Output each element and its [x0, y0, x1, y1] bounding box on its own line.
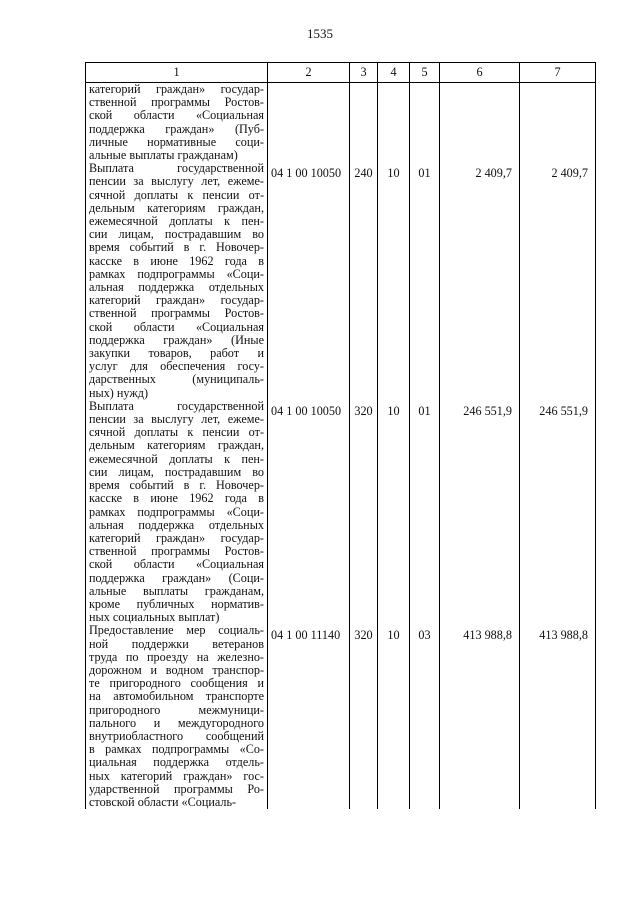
description-line: услуг для обеспечения госу- [89, 359, 264, 374]
description-line: на автомобильном транспорте [89, 689, 264, 704]
expense-type-code: 240 [350, 162, 378, 400]
amount-column-7: 413 988,8 [520, 624, 596, 809]
section-code [378, 83, 410, 163]
expense-type-code: 320 [350, 400, 378, 624]
amount-column-6: 2 409,7 [440, 162, 520, 400]
description-line: поддержка граждан» (Иные [89, 332, 264, 347]
description-line: внутриобластного сообщений [89, 728, 264, 743]
table-row [86, 83, 596, 163]
description-line: личные нормативные соци- [89, 134, 264, 149]
description-line: ных категорий граждан» гос- [89, 768, 264, 783]
description-line: пенсии за выслугу лет, ежеме- [89, 174, 264, 189]
description-line: стовской области «Социаль- [89, 794, 237, 809]
description-line: сячной доплаты к пенсии от- [89, 425, 264, 440]
description-line: поддержка граждан» (Соци- [89, 570, 264, 585]
description-line: категорий граждан» государ- [89, 530, 264, 545]
row-description [86, 162, 268, 400]
description-line: поддержка граждан» (Пуб- [89, 121, 264, 136]
section-code: 10 [378, 162, 410, 400]
table-row [86, 400, 596, 624]
description-line: ной поддержки ветеранов [89, 636, 264, 651]
description-line: труда по проезду на железно- [89, 649, 264, 664]
description-line: дельным категориям граждан, [89, 438, 264, 453]
section-code: 10 [378, 624, 410, 809]
description-line: время событий в г. Новочер- [89, 240, 264, 255]
description-line: те пригородного сообщения и [89, 676, 264, 691]
description-line: сии лицам, пострадавшим во [89, 227, 264, 242]
expense-type-code: 320 [350, 624, 378, 809]
header-row [86, 63, 596, 83]
description-line: рамках подпрограммы «Соци- [89, 266, 264, 281]
description-line: дарственных (муниципаль- [89, 372, 264, 387]
row-description [86, 400, 268, 624]
amount-column-6 [440, 83, 520, 163]
target-article-code: 04 1 00 10050 [268, 162, 350, 400]
description-line: ственной программы Ростов- [89, 544, 264, 559]
amount-column-7: 246 551,9 [520, 400, 596, 624]
description-line: касске в июне 1962 года в [89, 491, 264, 506]
description-line: ской области «Социальная [89, 557, 264, 572]
target-article-code [268, 83, 350, 163]
description-line: ежемесячной доплаты к пен- [89, 451, 264, 466]
description-line: пенсии за выслугу лет, ежеме- [89, 412, 264, 427]
description-line: альная поддержка отдельных [89, 280, 264, 295]
column-header-7: 7 [520, 63, 596, 83]
subsection-code [410, 83, 440, 163]
description-line: дельным категориям граждан, [89, 200, 264, 215]
subsection-code: 01 [410, 162, 440, 400]
target-article-code: 04 1 00 11140 [268, 624, 350, 809]
description-line: пригородного межмуници- [89, 702, 264, 717]
page-number: 1535 [307, 26, 333, 41]
description-line: альные выплаты гражданам) [89, 148, 238, 163]
description-line: кроме публичных норматив- [89, 596, 264, 611]
description-line: в рамках подпрограммы «Со- [89, 742, 264, 757]
description-line: категорий граждан» государ- [89, 82, 264, 96]
description-line: сячной доплаты к пенсии от- [89, 187, 264, 202]
description-line: пального и междугородного [89, 715, 264, 730]
row-description [86, 624, 268, 809]
subsection-code: 03 [410, 624, 440, 809]
description-line: циальная поддержка отдель- [89, 755, 264, 770]
column-header-3: 3 [350, 63, 378, 83]
description-line: ской области «Социальная [89, 108, 264, 123]
amount-column-6: 413 988,8 [440, 624, 520, 809]
description-line: ской области «Социальная [89, 319, 264, 334]
description-line: ных) нужд) [89, 385, 149, 400]
description-line: закупки товаров, работ и [89, 346, 264, 361]
description-line: время событий в г. Новочер- [89, 478, 264, 493]
description-line: категорий граждан» государ- [89, 293, 264, 308]
description-line: дорожном и водном транспор- [89, 662, 264, 677]
description-line: ственной программы Ростов- [89, 95, 264, 110]
description-line: альные выплаты гражданам, [89, 583, 264, 598]
description-line: ных социальных выплат) [89, 610, 220, 625]
description-line: Выплата государственной [89, 398, 264, 413]
description-line: ударственной программы Ро- [89, 781, 264, 796]
expense-type-code [350, 83, 378, 163]
column-header-5: 5 [410, 63, 440, 83]
row-description [86, 83, 268, 163]
column-header-4: 4 [378, 63, 410, 83]
target-article-code: 04 1 00 10050 [268, 400, 350, 624]
description-line: сии лицам, пострадавшим во [89, 464, 264, 479]
table-row [86, 624, 596, 809]
description-line: ственной программы Ростов- [89, 306, 264, 321]
description-line: Выплата государственной [89, 161, 264, 176]
column-header-2: 2 [268, 63, 350, 83]
subsection-code: 01 [410, 400, 440, 624]
description-line: рамках подпрограммы «Соци- [89, 504, 264, 519]
description-line: касске в июне 1962 года в [89, 253, 264, 268]
amount-column-7 [520, 83, 596, 163]
amount-column-7: 2 409,7 [520, 162, 596, 400]
section-code: 10 [378, 400, 410, 624]
description-line: Предоставление мер социаль- [89, 623, 264, 638]
column-header-6: 6 [440, 63, 520, 83]
amount-column-6: 246 551,9 [440, 400, 520, 624]
column-header-1: 1 [86, 63, 268, 83]
table-row [86, 162, 596, 400]
description-line: ежемесячной доплаты к пен- [89, 214, 264, 229]
description-line: альная поддержка отдельных [89, 517, 264, 532]
budget-table [85, 62, 596, 809]
